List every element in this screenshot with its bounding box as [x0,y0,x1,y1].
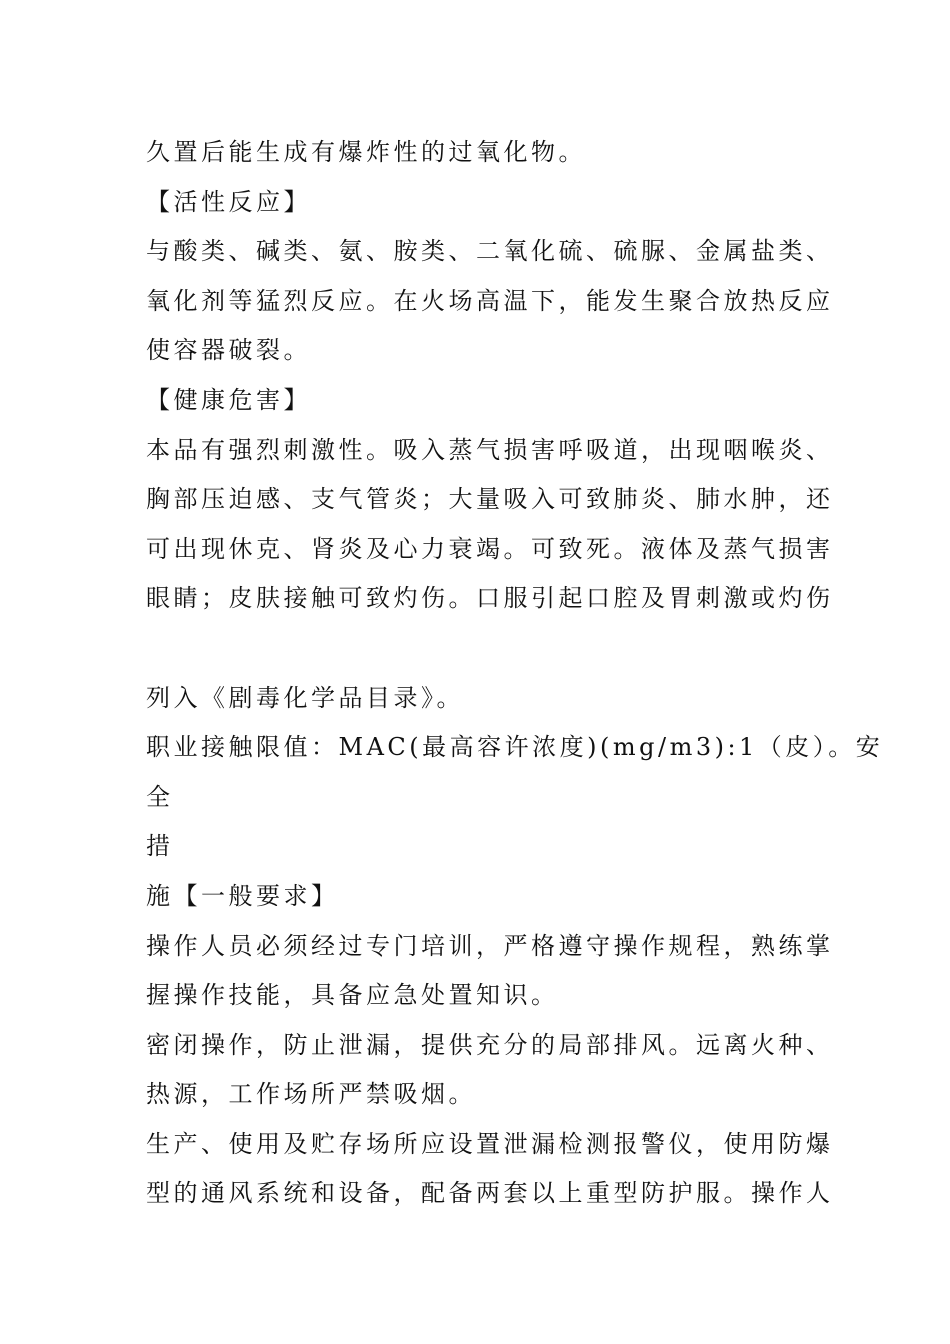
body-text-line: 可出现休克、肾炎及心力衰竭。可致死。液体及蒸气损害 [146,534,834,563]
body-text-line: 使容器破裂。 [146,336,311,365]
blank-line [146,624,811,674]
body-text-line: 握操作技能，具备应急处置知识。 [146,981,559,1010]
body-text-line: 氧化剂等猛烈反应。在火场高温下，能发生聚合放热反应 [146,286,834,315]
body-text-line: 操作人员必须经过专门培训，严格遵守操作规程，熟练掌 [146,931,834,960]
body-text-line: 与酸类、碱类、氨、胺类、二氧化硫、硫脲、金属盐类、 [146,237,834,266]
section-heading-health-hazard: 【健康危害】 [146,385,311,414]
body-text-line: 密闭操作，防止泄漏，提供充分的局部排风。远离火种、 [146,1030,834,1059]
body-text-line: 胸部压迫感、支气管炎；大量吸入可致肺炎、肺水肿，还 [146,485,834,514]
body-text-line: 全 [146,782,174,811]
body-text-line: 本品有强烈刺激性。吸入蒸气损害呼吸道，出现咽喉炎、 [146,435,834,464]
section-heading-general-requirements: 施【一般要求】 [146,881,339,910]
body-text-line: 眼睛；皮肤接触可致灼伤。口服引起口腔及胃刺激或灼伤 [146,584,834,613]
section-heading-reactivity: 【活性反应】 [146,187,311,216]
body-text-line: 列入《剧毒化学品目录》。 [146,683,464,712]
body-text-line: 热源，工作场所严禁吸烟。 [146,1080,476,1109]
document-body [146,128,884,1219]
body-text-line: 型的通风系统和设备，配备两套以上重型防护服。操作人 [146,1179,834,1208]
body-text-line: 措 [146,832,174,861]
body-text-line: 生产、使用及贮存场所应设置泄漏检测报警仪，使用防爆 [146,1129,834,1158]
body-text-line: 久置后能生成有爆炸性的过氧化物。 [146,138,586,166]
body-text-line: 职业接触限值：MAC(最高容许浓度)(mg/m3):1（皮）。安 [146,733,884,762]
